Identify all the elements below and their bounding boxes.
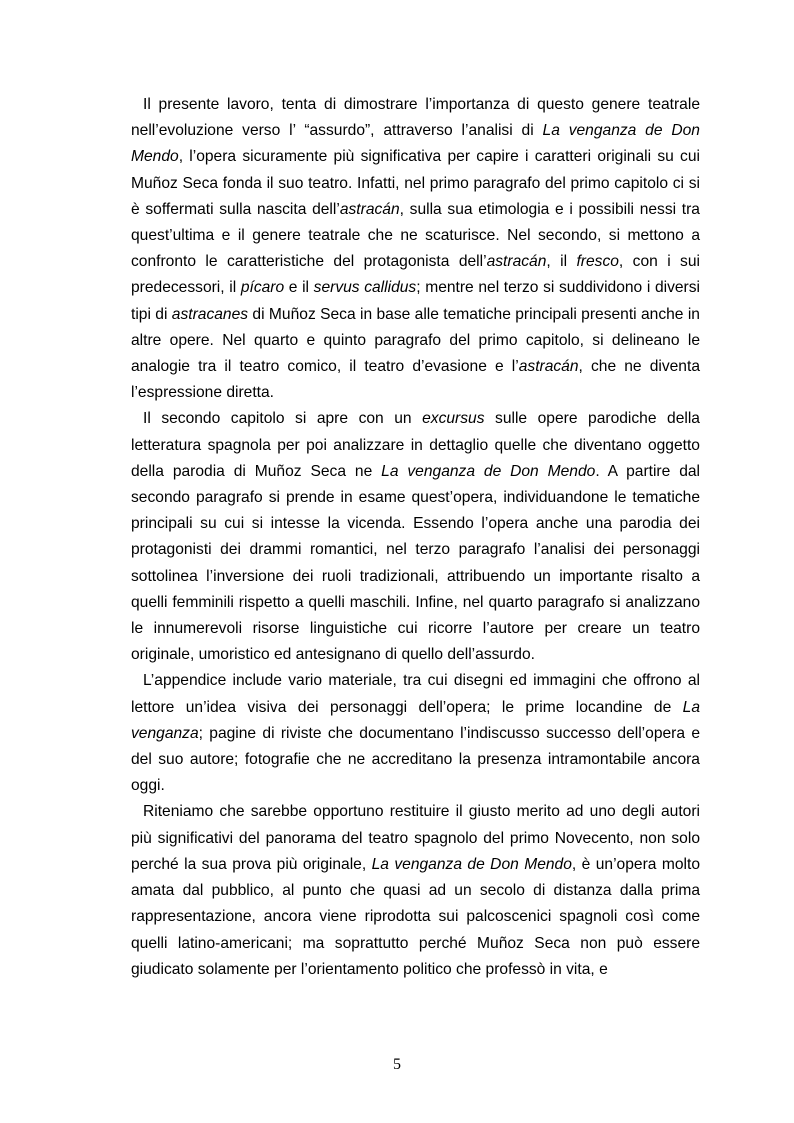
text-run: ; mentre nel terzo si suddividono i diversi tipi di: [131, 279, 701, 323]
text-run: L’appendice include vario materiale, tra cui disegni ed immagini che offrono al lettore un’idea visiva dei personaggi dell’opera; le prime locandine de: [131, 672, 700, 716]
text-run: , con i sui predecessori, il: [131, 253, 700, 297]
text-run: ; pagine di riviste che documentano l’indiscusso successo dell’opera e del suo autore; fotografie che ne accreditano la presenza intramontabile ancora oggi.: [131, 724, 700, 795]
body-text: [131, 92, 700, 983]
text-run: e il: [284, 279, 314, 297]
text-run: di Muñoz Seca in base alle tematiche principali presenti anche in altre opere. Nel quarto e quinto paragrafo del primo capitolo, si delineano le analogie tra il teatro comico, il teatro d’evasione e l’: [131, 305, 700, 376]
italic-text: La venganza: [131, 698, 700, 742]
text-run: . A partire dal secondo paragrafo si prende in esame quest’opera, individuandone le tematiche principali su cui si intesse la vicenda. Essendo l’opera anche una parodia dei protagonisti dei drammi romantici, nel terzo paragrafo l’analisi dei personaggi sottolinea l’inversione dei ruoli tradizionali, attribuendo un importante risalto a quelli femminili rispetto a quelli maschili. Infine, nel quarto paragrafo si analizzano le innumerevoli risorse linguistiche cui ricorre l’autore per creare un teatro originale, umoristico ed antesignano di quello dell’assurdo.: [131, 462, 701, 664]
text-run: , l’opera sicuramente più significativa per capire i caratteri originali su cui Muñoz Seca fonda il suo teatro. Infatti, nel primo paragrafo del primo capitolo ci si è soffermati sulla nascita dell’: [131, 148, 700, 218]
text-run: Il secondo capitolo si apre con un: [143, 410, 423, 428]
text-run: , il: [546, 253, 577, 271]
paragraph: [131, 668, 700, 799]
italic-text: pícaro: [240, 279, 285, 297]
text-run: , sulla sua etimologia e i possibili nessi tra quest’ultima e il genere teatrale che ne scaturisce. Nel secondo, si mettono a confronto le caratteristiche del protagonista dell’: [131, 200, 700, 271]
page-number: 5: [393, 1056, 401, 1073]
text-run: , che ne diventa l’espressione diretta.: [131, 358, 700, 402]
italic-text: La venganza de Don Mendo: [371, 855, 572, 873]
text-run: sulle opere parodiche della letteratura spagnola per poi analizzare in dettaglio quelle che diventano oggetto della parodia di Muñoz Seca ne: [131, 410, 700, 480]
text-run: , è un’opera molto amata dal pubblico, al punto che quasi ad un secolo di distanza dalla prima rappresentazione, ancora viene riprodotta sui palcoscenici spagnoli così come quelli latino-americani; ma soprattutto perché Muñoz Seca non può essere giudicato solamente per l’orientamento politico che professò in vita, e: [131, 855, 700, 978]
text-run: Il presente lavoro, tenta di dimostrare l’importanza di questo genere teatrale nell’evoluzione verso l’ “assurdo”, attraverso l’analisi di: [131, 96, 700, 140]
text-run: Riteniamo che sarebbe opportuno restituire il giusto merito ad uno degli autori più significativi del panorama del teatro spagnolo del primo Novecento, non solo perché la sua prova più originale,: [131, 803, 700, 873]
paragraph: [131, 406, 700, 668]
italic-text: astracán: [518, 358, 579, 376]
italic-text: fresco: [576, 253, 619, 271]
paragraph: [131, 799, 700, 982]
italic-text: astracán: [486, 253, 547, 271]
italic-text: excursus: [422, 410, 485, 428]
italic-text: La venganza de Don Mendo: [131, 122, 700, 166]
italic-text: servus callidus: [313, 279, 417, 297]
italic-text: astracanes: [171, 305, 249, 323]
italic-text: astracán: [339, 200, 400, 218]
paragraph: [131, 92, 700, 406]
italic-text: La venganza de Don Mendo: [381, 462, 596, 480]
